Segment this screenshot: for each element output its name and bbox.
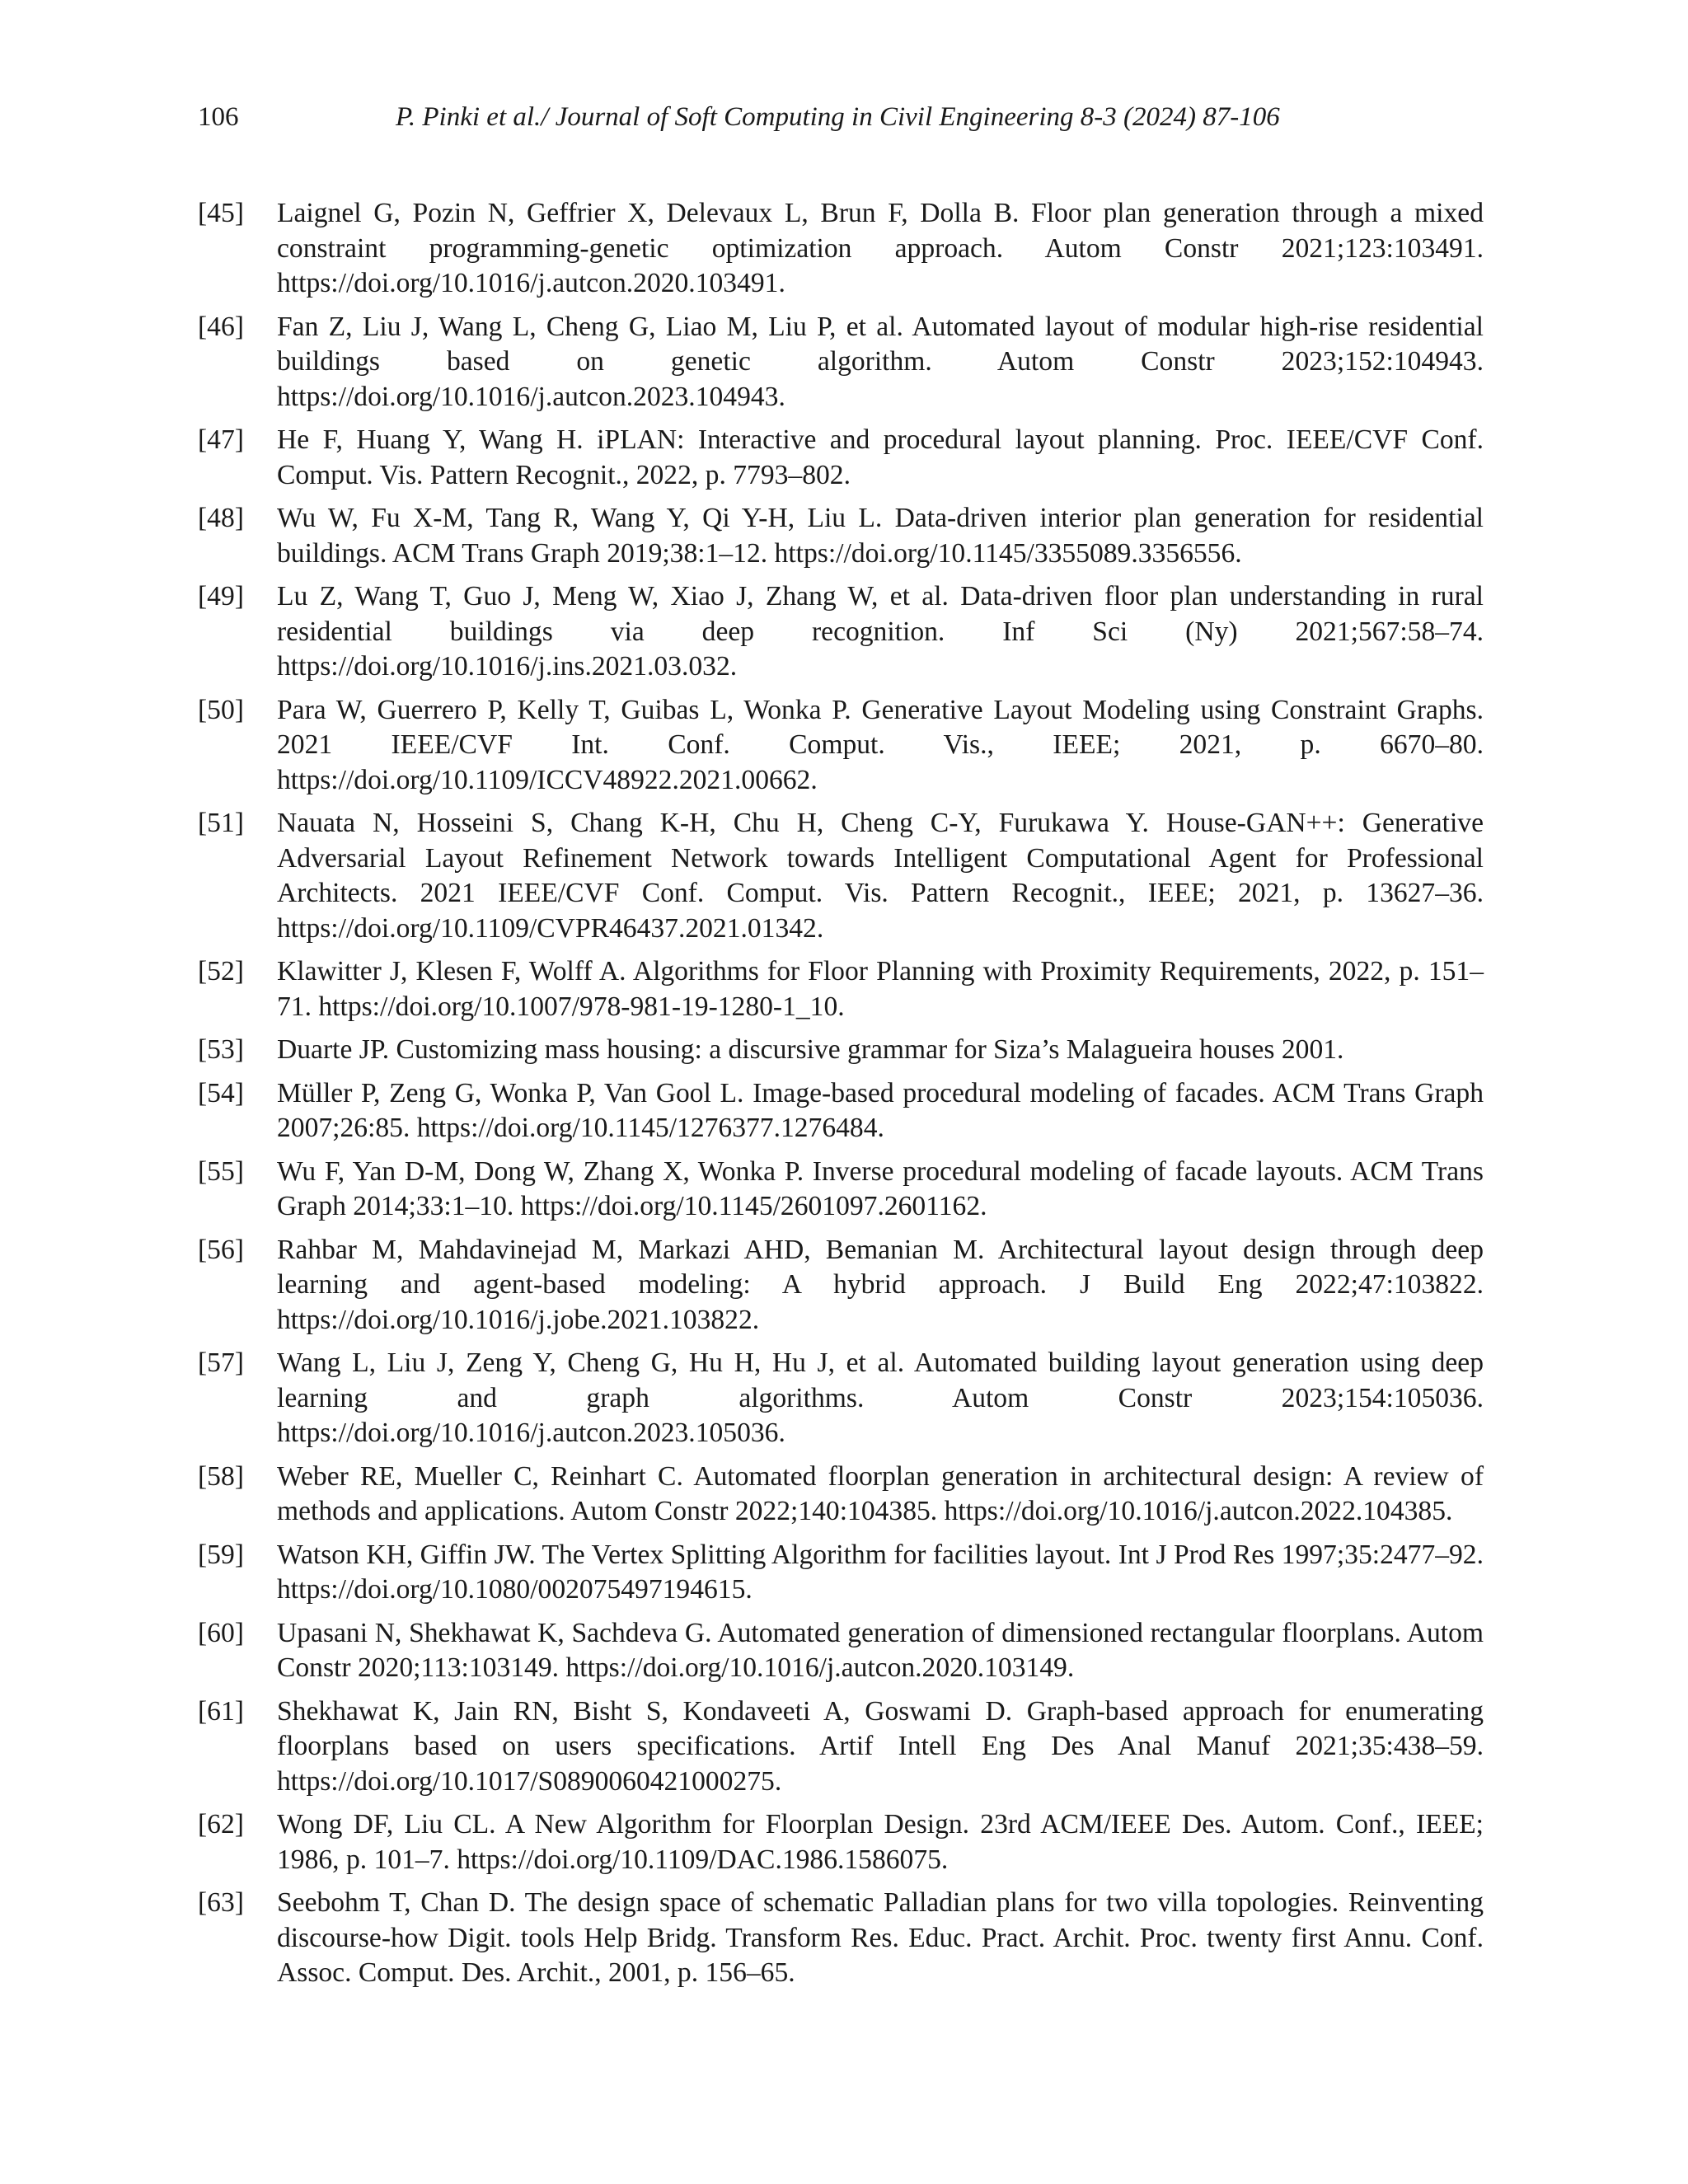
reference-text: Laignel G, Pozin N, Geffrier X, Delevaux L, Brun F, Dolla B. Floor plan generation through a mixed constraint programming-genetic optimization approach. Autom Constr 2021;123:103491. https://doi.org/10.1016/j.autcon.2020.103491. [277, 198, 1484, 298]
reference-item [198, 1538, 1484, 1608]
reference-text: Weber RE, Mueller C, Reinhart C. Automated floorplan generation in architectural design: A review of methods and applications. Autom Constr 2022;140:104385. https://doi.org/10.1016/j.autcon.2022.104385. [277, 1460, 1484, 1526]
reference-text: He F, Huang Y, Wang H. iPLAN: Interactive and procedural layout planning. Proc. IEEE/CVF Conf. Comput. Vis. Pattern Recognit., 2022, p. 7793–802. [277, 424, 1484, 490]
reference-item [198, 501, 1484, 571]
reference-number: [52] [198, 956, 244, 987]
reference-text: Wang L, Liu J, Zeng Y, Cheng G, Hu H, Hu J, et al. Automated building layout generation using deep learning and graph algorithms. Autom Constr 2023;154:105036. https://doi.org/10.1016/j.autcon.2023.105036. [277, 1347, 1484, 1448]
reference-text: Wu F, Yan D-M, Dong W, Zhang X, Wonka P. Inverse procedural modeling of facade layouts. ACM Trans Graph 2014;33:1–10. https://doi.org/10.1145/2601097.2601162. [277, 1155, 1484, 1221]
reference-number: [46] [198, 311, 244, 342]
reference-item [198, 310, 1484, 415]
reference-number: [55] [198, 1155, 244, 1187]
reference-number: [59] [198, 1539, 244, 1570]
reference-item [198, 423, 1484, 493]
reference-number: [45] [198, 198, 244, 228]
reference-text: Duarte JP. Customizing mass housing: a discursive grammar for Siza’s Malagueira houses 2001. [277, 1034, 1344, 1065]
reference-number: [58] [198, 1460, 244, 1492]
reference-item [198, 954, 1484, 1024]
reference-item [198, 1033, 1484, 1068]
reference-text: Upasani N, Shekhawat K, Sachdeva G. Automated generation of dimensioned rectangular floorplans. Autom Constr 2020;113:103149. https://doi.org/10.1016/j.autcon.2020.103149. [277, 1617, 1484, 1683]
reference-number: [54] [198, 1077, 244, 1108]
reference-number: [63] [198, 1887, 244, 1918]
reference-text: Fan Z, Liu J, Wang L, Cheng G, Liao M, Liu P, et al. Automated layout of modular high-rise residential buildings based on genetic algorithm. Autom Constr 2023;152:104943. https://doi.org/10.1016/j.autcon.2023.104943. [277, 311, 1484, 412]
reference-text: Nauata N, Hosseini S, Chang K-H, Chu H, Cheng C-Y, Furukawa Y. House-GAN++: Generative Adversarial Layout Refinement Network towards Intelligent Computational Agent for Professional Architects. 2021 IEEE/CVF Conf. Comput. Vis. Pattern Recognit., IEEE; 2021, p. 13627–36. https://doi.org/10.1109/CVPR46437.2021.01342. [277, 808, 1484, 944]
reference-number: [57] [198, 1347, 244, 1378]
reference-text: Wong DF, Liu CL. A New Algorithm for Floorplan Design. 23rd ACM/IEEE Des. Autom. Conf., IEEE; 1986, p. 101–7. https://doi.org/10.1109/DAC.1986.1586075. [277, 1809, 1484, 1875]
reference-item [198, 196, 1484, 302]
reference-number: [53] [198, 1034, 244, 1065]
reference-number: [56] [198, 1234, 244, 1265]
reference-number: [48] [198, 503, 244, 533]
reference-item [198, 1076, 1484, 1146]
running-header [198, 100, 1484, 134]
reference-number: [50] [198, 694, 244, 725]
reference-item [198, 1346, 1484, 1451]
reference-item [198, 579, 1484, 685]
reference-item [198, 693, 1484, 799]
reference-item [198, 1460, 1484, 1530]
reference-item [198, 1616, 1484, 1686]
reference-item [198, 1886, 1484, 1991]
reference-number: [61] [198, 1695, 244, 1727]
reference-item [198, 1807, 1484, 1877]
reference-list [198, 196, 1484, 1999]
reference-text: Watson KH, Giffin JW. The Vertex Splitting Algorithm for facilities layout. Int J Prod Res 1997;35:2477–92. https://doi.org/10.1080/002075497194615. [277, 1539, 1484, 1605]
journal-header: P. Pinki et al./ Journal of Soft Computing in Civil Engineering 8-3 (2024) 87-106 [396, 102, 1280, 132]
reference-text: Klawitter J, Klesen F, Wolff A. Algorithms for Floor Planning with Proximity Requirements, 2022, p. 151–71. https://doi.org/10.1007/978-981-19-1280-1_10. [277, 956, 1484, 1022]
reference-number: [49] [198, 581, 244, 612]
reference-item [198, 1694, 1484, 1800]
reference-text: Seebohm T, Chan D. The design space of schematic Palladian plans for two villa topologies. Reinventing discourse-how Digit. tools Help Bridg. Transform Res. Educ. Pract. Archit. Proc. twenty first Annu. Conf. Assoc. Comput. Des. Archit., 2001, p. 156–65. [277, 1887, 1484, 1988]
reference-text: Müller P, Zeng G, Wonka P, Van Gool L. Image-based procedural modeling of facades. ACM Trans Graph 2007;26:85. https://doi.org/10.1145/1276377.1276484. [277, 1077, 1484, 1143]
reference-item [198, 1155, 1484, 1225]
reference-number: [60] [198, 1617, 244, 1648]
reference-number: [47] [198, 424, 244, 455]
reference-text: Rahbar M, Mahdavinejad M, Markazi AHD, Bemanian M. Architectural layout design through deep learning and agent-based modeling: A hybrid approach. J Build Eng 2022;47:103822. https://doi.org/10.1016/j.jobe.2021.103822. [277, 1234, 1484, 1335]
page-number: 106 [198, 102, 239, 132]
reference-text: Para W, Guerrero P, Kelly T, Guibas L, Wonka P. Generative Layout Modeling using Constraint Graphs. 2021 IEEE/CVF Int. Conf. Comput. Vis., IEEE; 2021, p. 6670–80. https://doi.org/10.1109/ICCV48922.2021.00662. [277, 694, 1484, 795]
reference-text: Shekhawat K, Jain RN, Bisht S, Kondaveeti A, Goswami D. Graph-based approach for enumerating floorplans based on users specifications. Artif Intell Eng Des Anal Manuf 2021;35:438–59. https://doi.org/10.1017/S0890060421000275. [277, 1695, 1484, 1797]
reference-text: Wu W, Fu X-M, Tang R, Wang Y, Qi Y-H, Liu L. Data-driven interior plan generation for residential buildings. ACM Trans Graph 2019;38:1–12. https://doi.org/10.1145/3355089.3356556. [277, 503, 1484, 569]
reference-number: [51] [198, 808, 244, 838]
reference-item [198, 806, 1484, 946]
reference-number: [62] [198, 1809, 244, 1840]
reference-text: Lu Z, Wang T, Guo J, Meng W, Xiao J, Zhang W, et al. Data-driven floor plan understanding in rural residential buildings via deep recognition. Inf Sci (Ny) 2021;567:58–74. https://doi.org/10.1016/j.ins.2021.03.032. [277, 581, 1484, 682]
reference-item [198, 1233, 1484, 1338]
